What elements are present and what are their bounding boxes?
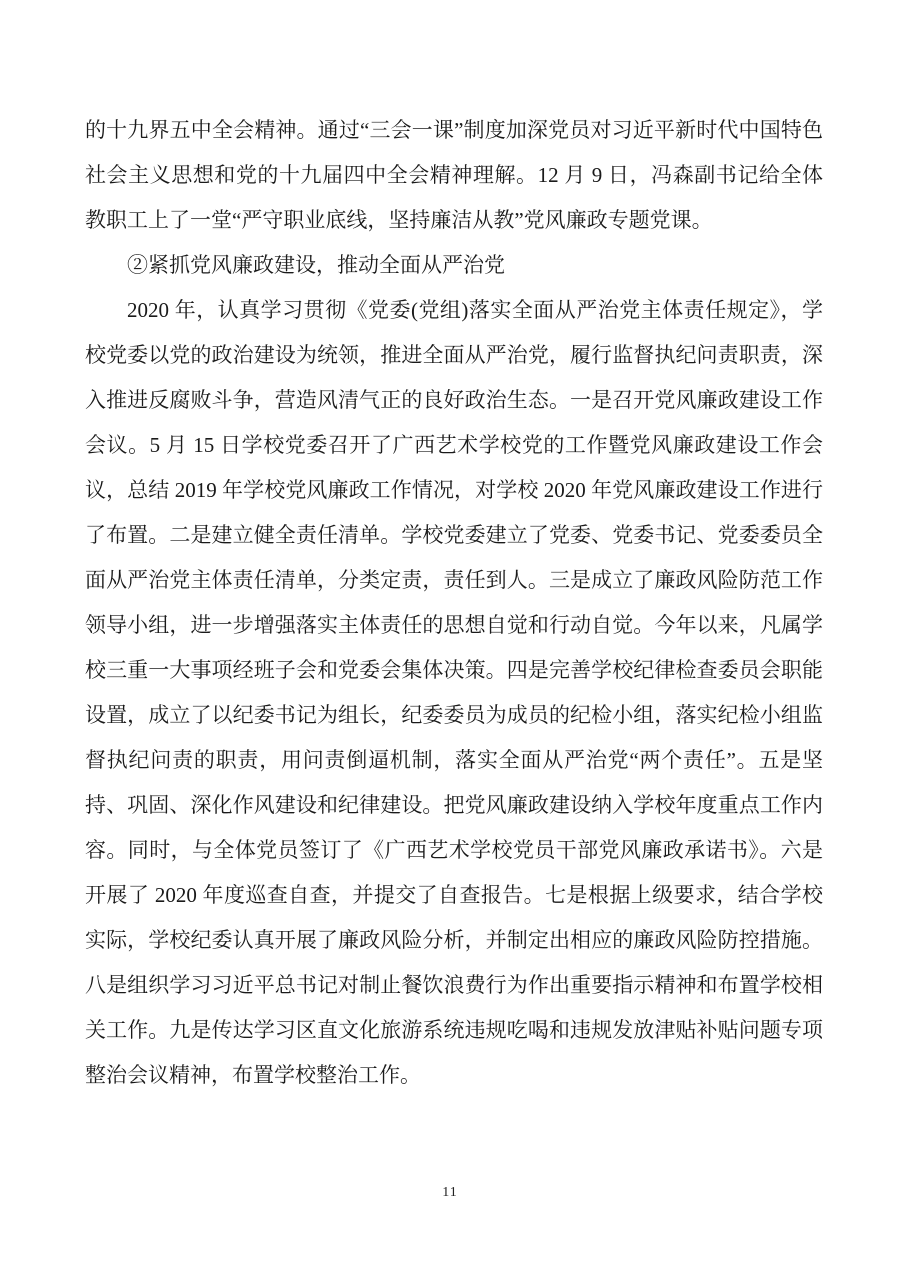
page-number: 11 [442, 1185, 458, 1200]
paragraph-continuation: 的十九界五中全会精神。通过“三会一课”制度加深党员对习近平新时代中国特色社会主义思想和党的十九届四中全会精神理解。12 月 9 日，冯森副书记给全体教职工上了一堂“严守职业底线，坚持廉洁从教”党风廉政专题党课。 [85, 118, 823, 232]
paragraph-body: 2020 年，认真学习贯彻《党委(党组)落实全面从严治党主体责任规定》，学校党委以党的政治建设为统领，推进全面从严治党，履行监督执纪问责职责，深入推进反腐败斗争，营造风清气正的良好政治生态。一是召开党风廉政建设工作会议。5 月 15 日学校党委召开了广西艺术学校党的工作暨党风廉政建设工作会议，总结 2019 年学校党风廉政工作情况，对学校 2020 年党风廉政建设工作进行了布置。二是建立健全责任清单。学校党委建立了党委、党委书记、党委委员全面从严治党主体责任清单，分类定责，责任到人。三是成立了廉政风险防范工作领导小组，进一步增强落实主体责任的思想自觉和行动自觉。今年以来，凡属学校三重一大事项经班子会和党委会集体决策。四是完善学校纪律检查委员会职能设置，成立了以纪委书记为组长，纪委委员为成员的纪检小组，落实纪检小组监督执纪问责的职责，用问责倒逼机制，落实全面从严治党“两个责任”。五是坚持、巩固、深化作风建设和纪律建设。把党风廉政建设纳入学校年度重点工作内容。同时，与全体党员签订了《广西艺术学校党员干部党风廉政承诺书》。六是开展了 2020 年度巡查自查，并提交了自查报告。七是根据上级要求，结合学校实际，学校纪委认真开展了廉政风险分析，并制定出相应的廉政风险防控措施。八是组织学习习近平总书记对制止餐饮浪费行为作出重要指示精神和布置学校相关工作。九是传达学习区直文化旅游系统违规吃喝和违规发放津贴补贴问题专项整治会议精神，布置学校整治工作。 [85, 298, 823, 1087]
paragraph-section-heading: ②紧抓党风廉政建设，推动全面从严治党 [127, 253, 505, 277]
document-text-block [85, 108, 823, 1098]
